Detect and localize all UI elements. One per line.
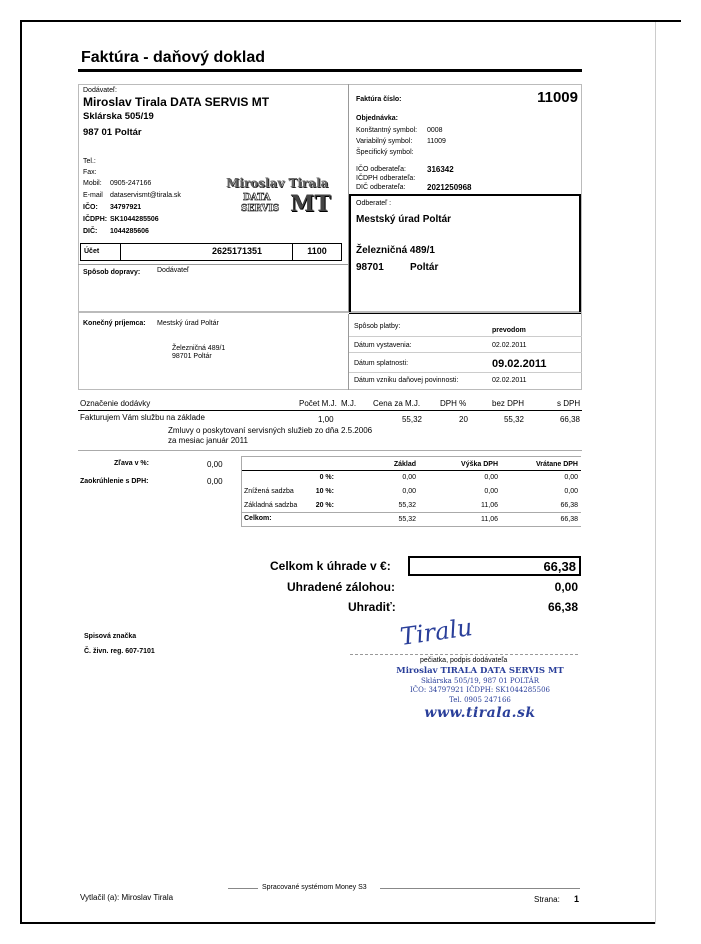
vat-row-vat: 11,06 — [481, 502, 498, 509]
vat-head-total: Vrátane DPH — [535, 461, 578, 468]
spec-label: Špecifický symbol: — [356, 149, 414, 156]
col-vat: DPH % — [440, 399, 467, 408]
rounding-label: Zaokrúhlenie s DPH: — [80, 478, 149, 485]
vat-row-rate: 20 %: — [315, 502, 334, 509]
file-label: Spisová značka — [84, 633, 137, 640]
tax-date: 02.02.2011 — [492, 377, 527, 384]
tax-date-label: Dátum vzniku daňovej povinnosti: — [354, 377, 459, 384]
vat-row-vat: 0,00 — [484, 474, 498, 481]
due-label: Dátum splatnosti: — [354, 360, 409, 367]
recipient-label: Konečný príjemca: — [83, 320, 146, 327]
page-title: Faktúra - daňový doklad — [81, 49, 266, 66]
customer-zip: 98701 — [356, 262, 384, 273]
customer-name: Mestský úrad Poltár — [356, 214, 452, 225]
bank-code: 1100 — [307, 246, 327, 256]
total-label: Celkom k úhrade v €: — [270, 559, 391, 573]
dic-odb-value: 2021250968 — [427, 183, 472, 192]
discount-value: 0,00 — [207, 460, 223, 469]
vat-row-rate: 0 %: — [319, 474, 334, 481]
vat-row-total: 0,00 — [564, 488, 578, 495]
logo-data: DATA — [243, 193, 271, 203]
account-label: Účet — [84, 248, 100, 255]
transport-label: Spôsob dopravy: — [83, 269, 141, 276]
vat-row-total: 0,00 — [564, 474, 578, 481]
vat-row-base: 0,00 — [402, 488, 416, 495]
vat-row-rate: 10 %: — [315, 488, 334, 495]
vat-row-vat: 0,00 — [484, 488, 498, 495]
ico-label: IČO: — [83, 204, 98, 211]
email-value: dataservismt@tirala.sk — [110, 192, 181, 199]
issued-label: Dátum vystavenia: — [354, 342, 412, 349]
reg-number: Č. živn. reg. 607-7101 — [84, 648, 155, 655]
stamp-name: Miroslav TIRALA DATA SERVIS MT — [396, 666, 564, 676]
page-label: Strana: — [534, 895, 560, 904]
item-qty: 1,00 — [318, 415, 334, 424]
dic-odb-label: DIČ odberateľa: — [356, 184, 406, 191]
payment-method-label: Spôsob platby: — [354, 323, 401, 330]
icdph-odb-label: IČDPH odberateľa: — [356, 175, 416, 182]
col-gross: s DPH — [557, 399, 581, 408]
stamp-phone: Tel. 0905 247166 — [449, 696, 511, 704]
item-price: 55,32 — [401, 415, 422, 424]
paid-label: Uhradené zálohou: — [287, 580, 396, 594]
due-date: 09.02.2011 — [492, 358, 547, 370]
konst-label: Konštantný symbol: — [356, 127, 418, 134]
customer-city: Poltár — [410, 262, 439, 273]
col-unit: M.J. — [341, 399, 357, 408]
customer-label: Odberateľ : — [356, 200, 392, 207]
total-value: 66,38 — [543, 559, 576, 574]
vat-total-base: 55,32 — [398, 516, 416, 523]
item-note-2: za mesiac január 2011 — [168, 436, 248, 445]
dic-value: 1044285606 — [110, 228, 149, 235]
var-label: Variabilný symbol: — [356, 138, 413, 145]
col-qty: Počet M.J. — [299, 399, 337, 408]
ico-odb-value: 316342 — [427, 165, 454, 174]
customer-street: Železničná 489/1 — [356, 245, 435, 256]
konst-value: 0008 — [427, 127, 443, 134]
vat-row-base: 0,00 — [402, 474, 416, 481]
item-net: 55,32 — [503, 415, 524, 424]
item-desc: Fakturujem Vám službu na základe — [80, 413, 205, 422]
col-price: Cena za M.J. — [373, 399, 421, 408]
icdph-label: IČDPH: — [83, 216, 108, 223]
item-note-1: Zmluvy o poskytovaní servisných služieb zo dňa 2.5.2006 — [168, 426, 373, 435]
recipient-street: Železničná 489/1 — [172, 345, 226, 352]
mobil-label: Mobil: — [83, 180, 102, 187]
supplier-name: Miroslav Tirala DATA SERVIS MT — [83, 95, 270, 109]
supplier-label: Dodávateľ: — [83, 87, 117, 94]
vat-row-name: Znížená sadzba — [244, 488, 294, 495]
rounding-value: 0,00 — [207, 477, 223, 486]
due-amount-label: Uhradiť: — [348, 600, 396, 614]
supplier-street: Sklárska 505/19 — [83, 111, 154, 122]
supplier-city: 987 01 Poltár — [83, 127, 142, 138]
payment-method: prevodom — [492, 327, 526, 334]
vat-total-label: Celkom: — [244, 515, 272, 522]
var-value: 11009 — [427, 138, 446, 145]
vat-head-base: Základ — [393, 461, 416, 468]
page-number: 1 — [574, 894, 580, 904]
mobil-value: 0905-247166 — [110, 180, 152, 187]
ico-odb-label: IČO odberateľa: — [356, 166, 406, 173]
item-gross: 66,38 — [559, 415, 580, 424]
signature-line — [350, 654, 578, 655]
logo-mt: MT — [290, 191, 331, 217]
tel-label: Tel.: — [83, 158, 96, 165]
vat-total-vat: 11,06 — [481, 516, 498, 523]
email-label: E-mail — [83, 192, 103, 199]
vat-row-total: 66,38 — [560, 502, 578, 509]
logo-servis: SERVIS — [241, 204, 280, 214]
signature: Tiralu — [398, 613, 475, 651]
recipient-name: Mestský úrad Poltár — [157, 320, 219, 327]
logo-name: Miroslav Tirala — [226, 176, 329, 190]
stamp-address: Sklárska 505/19, 987 01 POLTÁR — [421, 677, 539, 685]
vat-row-base: 55,32 — [398, 502, 416, 509]
invoice-number-label: Faktúra číslo: — [356, 96, 402, 103]
footer-system: Spracované systémom Money S3 — [262, 884, 367, 891]
order-label: Objednávka: — [356, 115, 399, 122]
icdph-value: SK1044285506 — [110, 216, 159, 223]
signature-label: pečiatka, podpis dodávateľa — [420, 657, 508, 664]
ico-value: 34797921 — [110, 204, 142, 211]
invoice-number: 11009 — [537, 89, 578, 106]
paid-value: 0,00 — [554, 580, 578, 594]
stamp-ids: IČO: 34797921 IČDPH: SK1044285506 — [410, 686, 550, 694]
title-underline — [78, 69, 582, 72]
stamp-web: www.tirala.sk — [424, 705, 536, 721]
vat-total-total: 66,38 — [560, 516, 578, 523]
transport-value: Dodávateľ — [157, 267, 190, 274]
vat-head-vat: Výška DPH — [461, 461, 498, 468]
recipient-city: 98701 Poltár — [172, 353, 212, 360]
fax-label: Fax: — [83, 169, 97, 176]
col-net: bez DPH — [492, 399, 525, 408]
vat-row-name: Základná sadzba — [244, 502, 298, 509]
item-vat: 20 — [459, 415, 468, 424]
dic-label: DIČ: — [83, 228, 98, 235]
footer-printed: Vytlačil (a): Miroslav Tirala — [80, 893, 174, 902]
due-amount: 66,38 — [547, 600, 578, 614]
account-number: 2625171351 — [211, 246, 263, 256]
discount-label: Zľava v %: — [114, 460, 149, 467]
col-desc: Označenie dodávky — [80, 399, 151, 408]
issued-date: 02.02.2011 — [492, 342, 527, 349]
page-edge — [655, 22, 681, 924]
